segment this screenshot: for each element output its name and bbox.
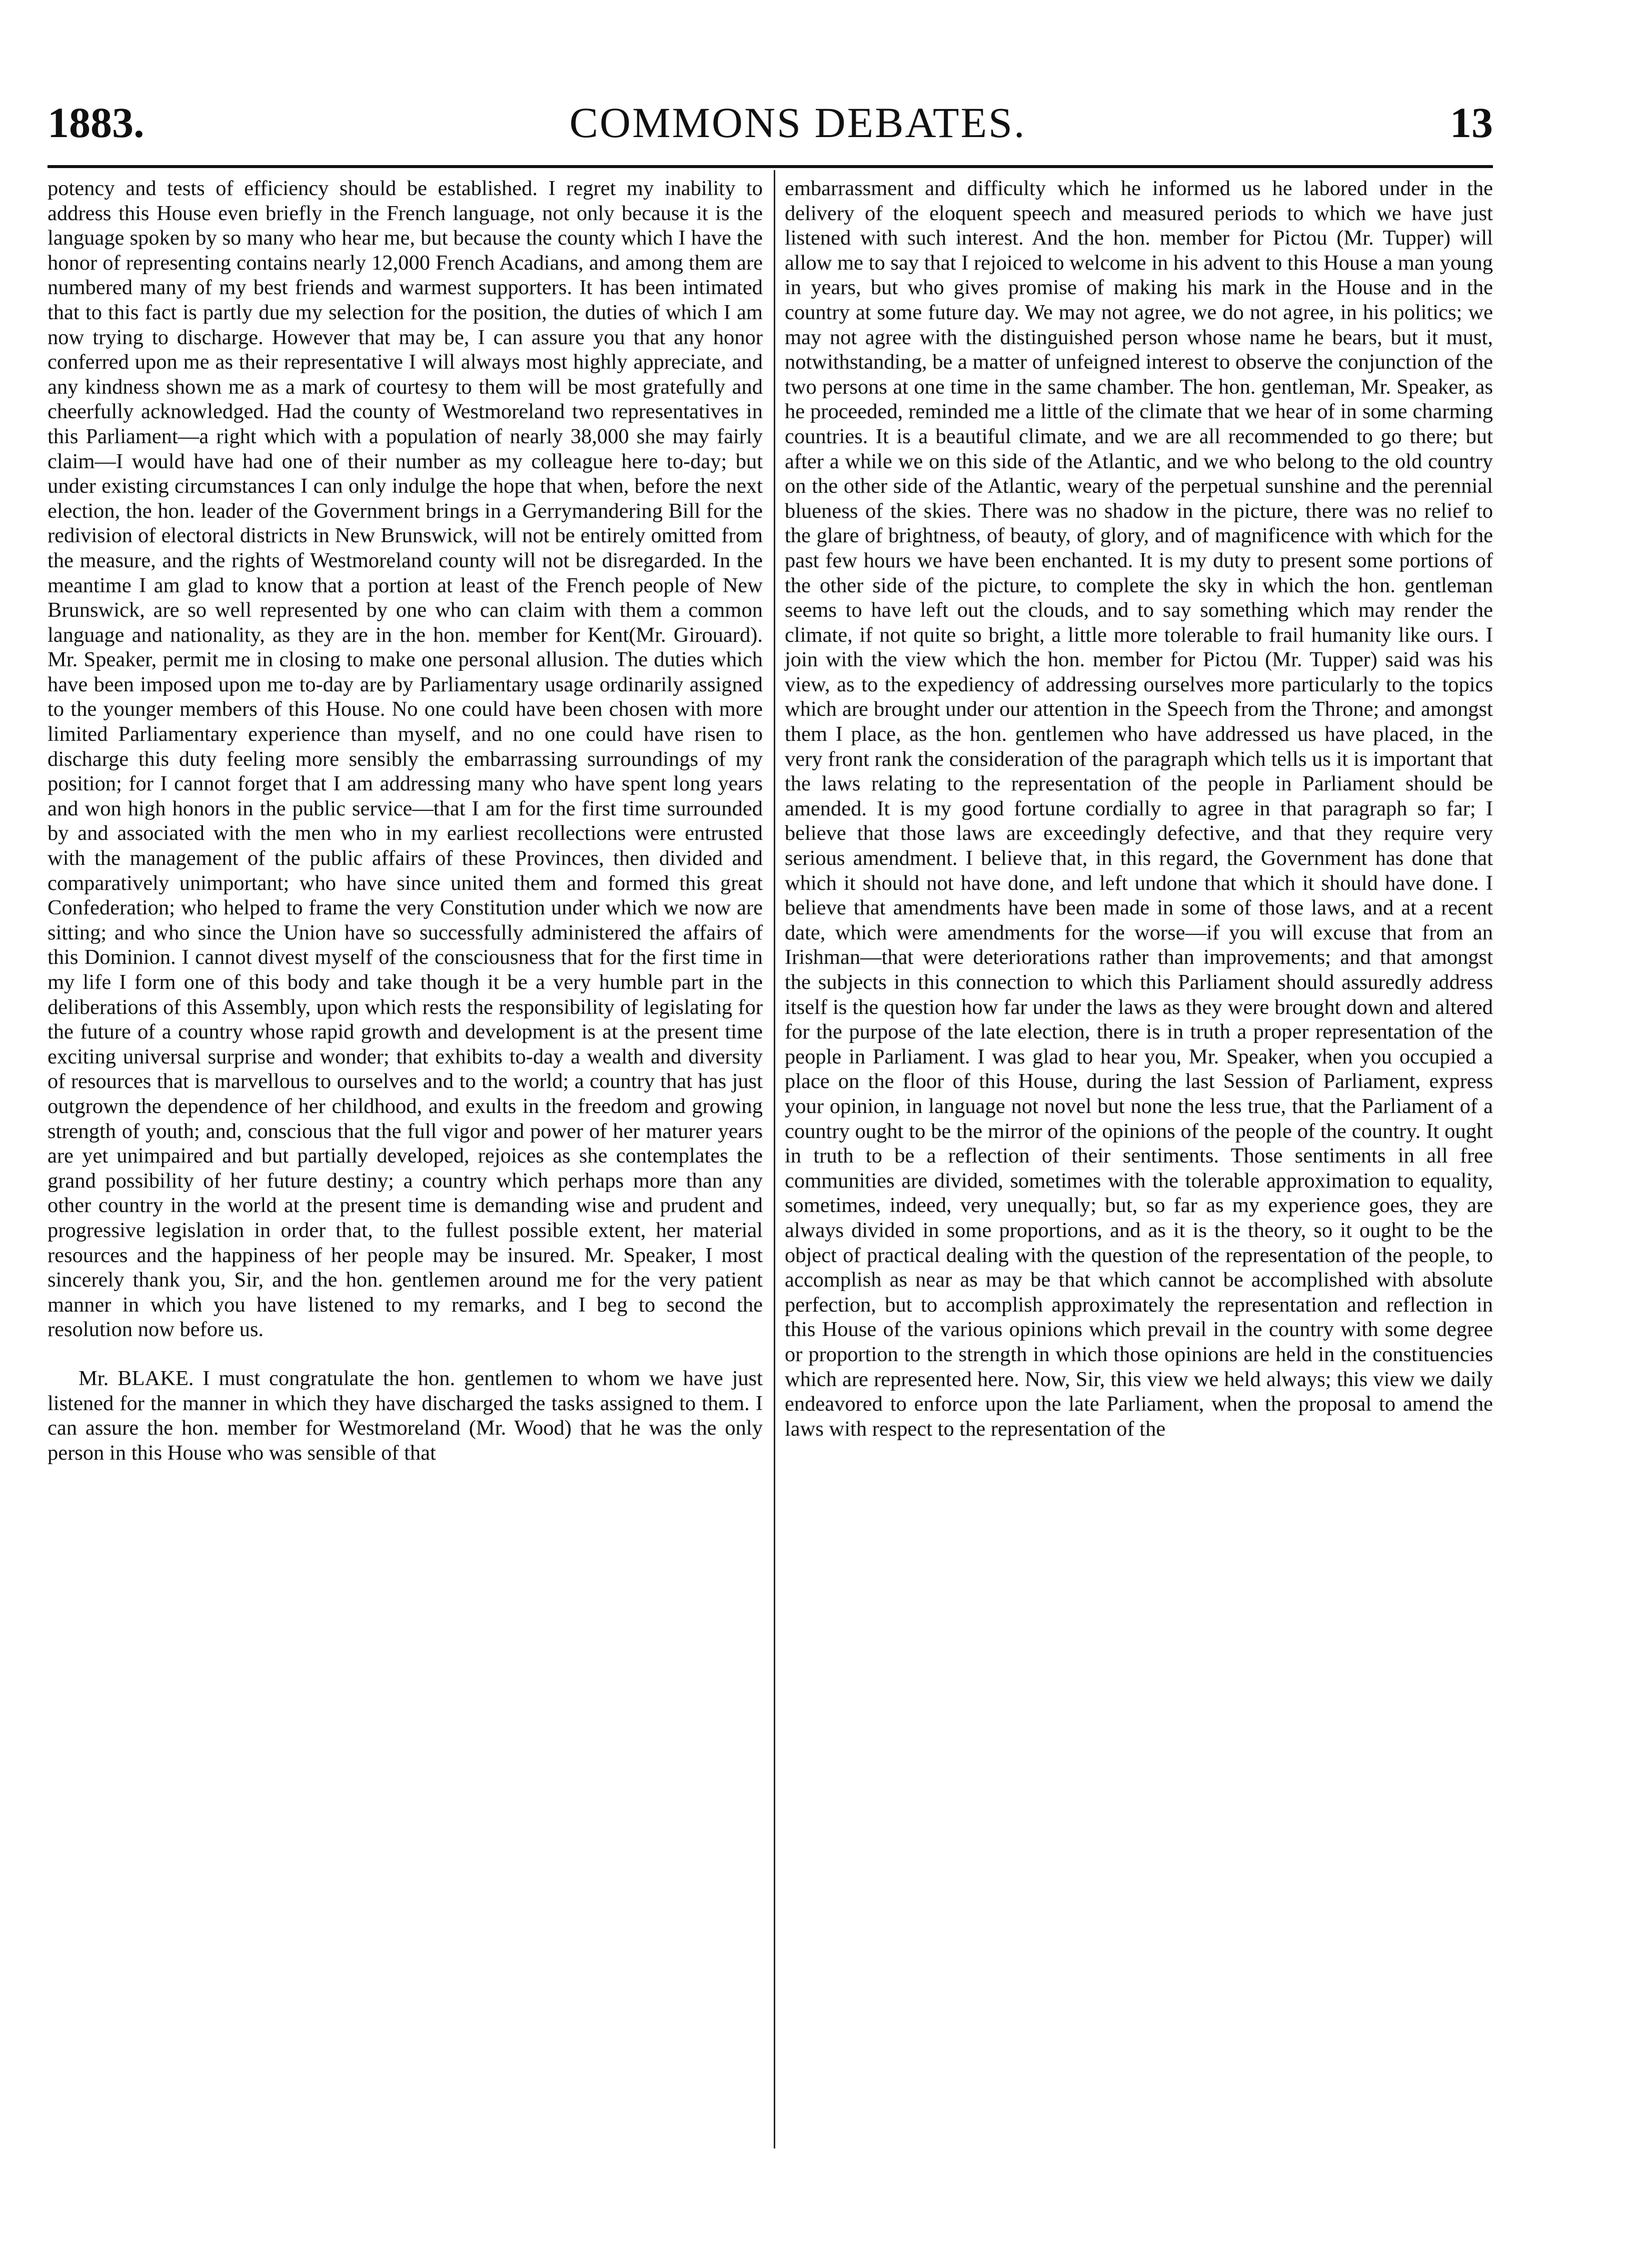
left-paragraph-2: Mr. BLAKE. I must congratulate the hon. gentlemen to whom we have just listened for the manner in which they have discharged the tasks assigned to them. I can assure the hon. member for Westmoreland (Mr. Wood) that he was the only person in this House who was sensible of that [48,1366,763,1465]
column-divider [774,170,775,2148]
left-paragraph-1: potency and tests of efficiency should be established. I regret my inability to address this House even briefly in the French language, not only because it is the language spoken by so many who hear me, but because the county which I have the honor of representing contains nearly 12,000 French Acadians, and among them are numbered many of my best friends and warmest supporters. It has been intimated that to this fact is partly due my selection for the position, the duties of which I am now trying to discharge. However that may be, I can assure you that any honor conferred upon me as their representative I will always most highly appreciate, and any kindness shown me as a mark of courtesy to them will be most gratefully and cheerfully acknowledged. Had the county of Westmoreland two representatives in this Parliament—a right which with a population of nearly 38,000 she may fairly claim—I would have had one of their number as my colleague here to-day; but under existing circumstances I can only indulge the hope that when, before the next election, the hon. leader of the Government brings in a Gerrymandering Bill for the redivision of electoral districts in New Brunswick, will not be entirely omitted from the measure, and the rights of Westmoreland county will not be disregarded. In the meantime I am glad to know that a portion at least of the French people of New Brunswick, are so well represented by one who can claim with them a common language and nationality, as they are in the hon. member for Kent(Mr. Girouard). Mr. Speaker, permit me in closing to make one personal allusion. The duties which have been imposed upon me to-day are by Parliamentary usage ordinarily assigned to the younger members of this House. No one could have been chosen with more limited Parliamentary experience than myself, and no one could have risen to discharge this duty feeling more sensibly the embarrassing surroundings of my position; for I cannot forget that I am addressing many who have spent long years and won high honors in the public service—that I am for the first time surrounded by and associated with the men who in my earliest recollections were entrusted with the management of the public affairs of these Provinces, then divided and comparatively unimportant; who have since united them and formed this great Confederation; who helped to frame the very Constitution under which we now are sitting; and who since the Union have so successfully administered the affairs of this Dominion. I cannot divest myself of the consciousness that for the first time in my life I form one of this body and take though it be a very humble part in the deliberations of this Assembly, upon which rests the responsibility of legislating for the future of a country whose rapid growth and development is at the present time exciting universal surprise and wonder; that exhibits to-day a wealth and diversity of resources that is marvellous to ourselves and to the world; a country that has just outgrown the dependence of her childhood, and exults in the freedom and growing strength of youth; and, conscious that the full vigor and power of her maturer years are yet unimpaired and but partially developed, rejoices as she contemplates the grand possibility of her future destiny; a country which perhaps more than any other country in the world at the present time is demanding wise and prudent and progressive legislation in order that, to the fullest possible extent, her material resources and the happiness of her people may be insured. Mr. Speaker, I most sincerely thank you, Sir, and the hon. gentlemen around me for the very patient manner in which you have listened to my remarks, and I beg to second the resolution now before us. [48,177,763,1342]
page-number: 13 [1450,99,1493,147]
left-column [48,176,763,1465]
header-year: 1883. [48,99,145,147]
page-header [48,95,1493,155]
header-title: COMMONS DEBATES. [569,99,1026,147]
right-column [785,176,1493,1441]
right-paragraph-1: embarrassment and difficulty which he informed us he labored under in the delivery of the eloquent speech and measured periods to which we have just listened with such interest. And the hon. member for Pictou (Mr. Tupper) will allow me to say that I rejoiced to welcome in his advent to this House a man young in years, but who gives promise of making his mark in the House and in the country at some future day. We may not agree, we do not agree, in his politics; we may not agree with the distinguished person whose name he bears, but it must, notwithstanding, be a matter of unfeigned interest to observe the conjunction of the two persons at one time in the same chamber. The hon. gentleman, Mr. Speaker, as he proceeded, reminded me a little of the climate that we hear of in some charming countries. It is a beautiful climate, and we are all recommended to go there; but after a while we on this side of the Atlantic, and we who belong to the old country on the other side of the Atlantic, weary of the perpetual sunshine and the perennial blueness of the skies. There was no shadow in the picture, there was no relief to the glare of brightness, of beauty, of glory, and of magnificence with which for the past few hours we have been enchanted. It is my duty to present some portions of the other side of the picture, to complete the sky in which the hon. gentleman seems to have left out the clouds, and to say something which may render the climate, if not quite so bright, a little more tolerable to frail humanity like ours. I join with the view which the hon. member for Pictou (Mr. Tupper) said was his view, as to the expediency of addressing ourselves more particularly to the topics which are brought under our attention in the Speech from the Throne; and amongst them I place, as the hon. gentlemen who have addressed us have placed, in the very front rank the consideration of the paragraph which tells us it is important that the laws relating to the representation of the people in Parliament should be amended. It is my good fortune cordially to agree in that paragraph so far; I believe that those laws are exceedingly defective, and that they require very serious amendment. I believe that, in this regard, the Government has done that which it should not have done, and left undone that which it should have done. I believe that amendments have been made in some of those laws, and at a recent date, which were amendments for the worse—if you will excuse that from an Irishman—that were deteriorations rather than improvements; and that amongst the subjects in this connection to which this Parliament should assuredly address itself is the question how far under the laws as they were brought down and altered for the purpose of the late election, there is in truth a proper representation of the people in Parliament. I was glad to hear you, Mr. Speaker, when you occupied a place on the floor of this House, during the last Session of Parliament, express your opinion, in language not novel but none the less true, that the Parliament of a country ought to be the mirror of the opinions of the people of the country. It ought in truth to be a reflection of their sentiments. Those sentiments in all free communities are divided, sometimes with the tolerable approximation to equality, sometimes, indeed, very unequally; but, so far as my experience goes, they are always divided in some proportions, and as it is the theory, so it ought to be the object of practical dealing with the question of the representation of the people, to accomplish as near as may be that which cannot be accomplished with absolute perfection, but to accomplish approximately the representation and reflection in this House of the various opinions which prevail in the country with some degree or proportion to the strength in which those opinions are held in the constituencies which are represented here. Now, Sir, this view we held always; this view we daily endeavored to enforce upon the late Parliament, when the proposal to amend the laws with respect to the representation of the [785,177,1493,1441]
header-rule [48,165,1493,168]
